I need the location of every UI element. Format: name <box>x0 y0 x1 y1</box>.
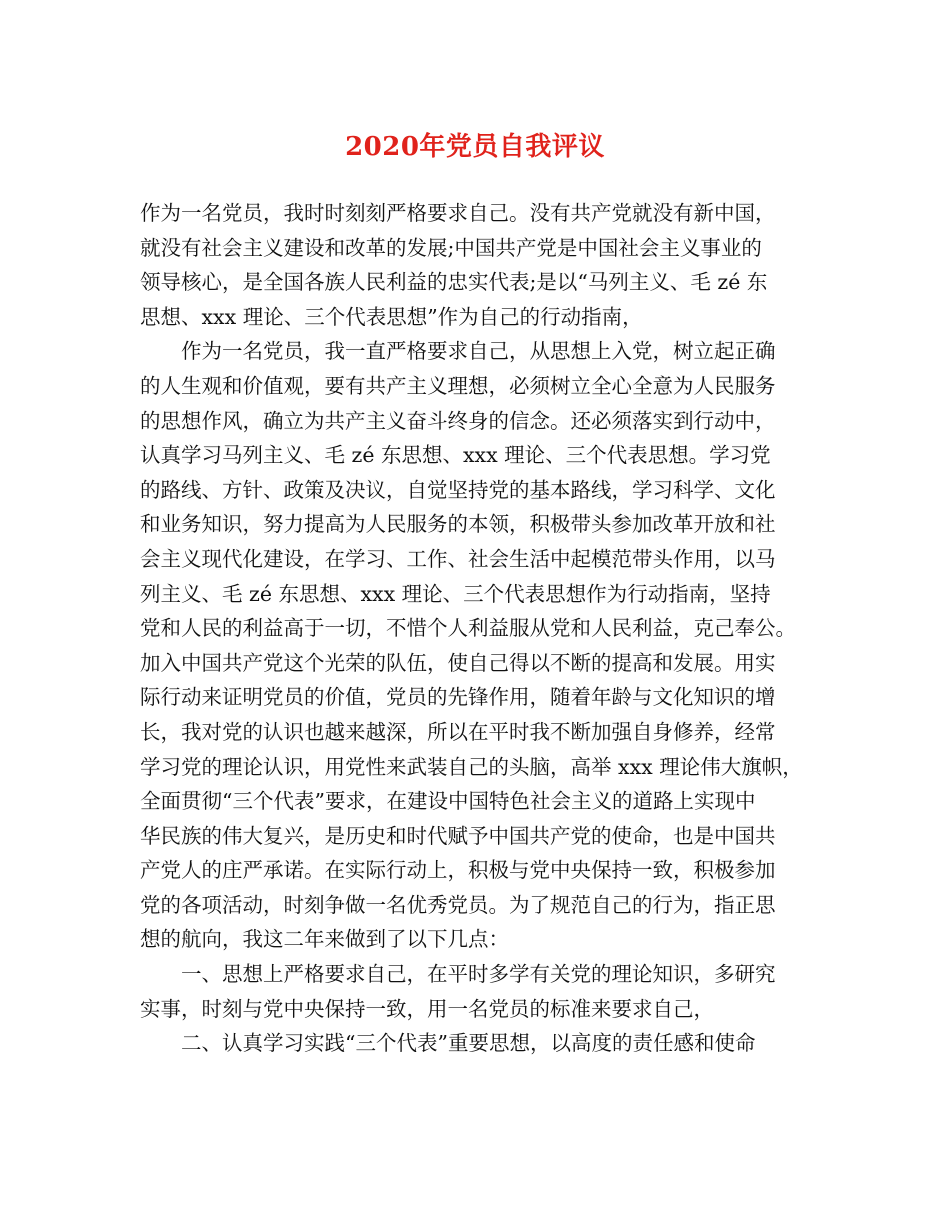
text-line: 想的航向，我这二年来做到了以下几点： <box>140 927 509 952</box>
text-line: 作为一名党员，我一直严格要求自己，从思想上入党，树立起正确 <box>140 339 776 364</box>
text-line: 的路线、方针、政策及决议，自觉坚持党的基本路线，学习科学、文化 <box>140 477 776 502</box>
text-line: 就没有社会主义建设和改革的发展;中国共产党是中国社会主义事业的 <box>140 235 762 260</box>
text-line: 全面贯彻“三个代表”要求，在建设中国特色社会主义的道路上实现中 <box>140 789 756 814</box>
text-line: 领导核心，是全国各族人民利益的忠实代表;是以“马列主义、毛 zé 东 <box>140 270 768 295</box>
text-line: 思想、xxx 理论、三个代表思想”作为自己的行动指南， <box>140 304 643 329</box>
text-line: 和业务知识，努力提高为人民服务的本领，积极带头参加改革开放和社 <box>140 512 776 537</box>
document-title: 2020年党员自我评议 <box>345 132 605 162</box>
text-line: 的人生观和价值观，要有共产主义理想，必须树立全心全意为人民服务 <box>140 373 776 398</box>
text-line: 加入中国共产党这个光荣的队伍，使自己得以不断的提高和发展。用实 <box>140 650 776 675</box>
text-line: 长，我对党的认识也越来越深，所以在平时我不断加强自身修养，经常 <box>140 719 776 744</box>
text-line: 实事，时刻与党中央保持一致，用一名党员的标准来要求自己， <box>140 996 714 1021</box>
text-line: 一、思想上严格要求自己，在平时多学有关党的理论知识，多研究 <box>140 962 776 987</box>
text-line: 列主义、毛 zé 东思想、xxx 理论、三个代表思想作为行动指南，坚持 <box>140 581 771 606</box>
text-line: 会主义现代化建设，在学习、工作、社会生活中起模范带头作用，以马 <box>140 546 776 571</box>
text-line: 际行动来证明党员的价值，党员的先锋作用，随着年龄与文化知识的增 <box>140 685 776 710</box>
text-line: 的思想作风，确立为共产主义奋斗终身的信念。还必须落实到行动中， <box>140 408 776 433</box>
text-line: 产党人的庄严承诺。在实际行动上，积极与党中央保持一致，积极参加 <box>140 858 776 883</box>
text-line: 党的各项活动，时刻争做一名优秀党员。为了规范自己的行为，指正思 <box>140 892 776 917</box>
document-body <box>140 196 826 1061</box>
text-line: 华民族的伟大复兴，是历史和时代赋予中国共产党的使命，也是中国共 <box>140 823 776 848</box>
text-line: 党和人民的利益高于一切，不惜个人利益服从党和人民利益，克己奉公。 <box>140 616 796 641</box>
text-line: 学习党的理论认识，用党性来武装自己的头脑，高举 xxx 理论伟大旗帜， <box>140 754 803 779</box>
text-line: 二、认真学习实践“三个代表”重要思想，以高度的责任感和使命 <box>140 1031 756 1056</box>
text-line: 认真学习马列主义、毛 zé 东思想、xxx 理论、三个代表思想。学习党 <box>140 443 771 468</box>
text-line: 作为一名党员，我时时刻刻严格要求自己。没有共产党就没有新中国， <box>140 201 776 225</box>
